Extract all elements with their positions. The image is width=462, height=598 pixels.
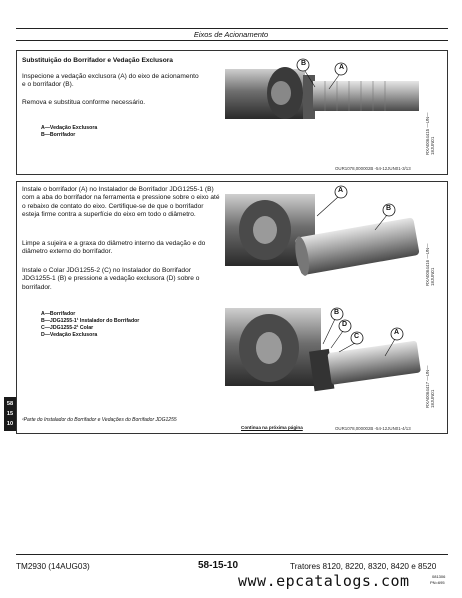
- section-install-sleeve: [16, 181, 448, 434]
- section-title: Substituição do Borrifador e Vedação Exclusora: [22, 57, 173, 64]
- paragraph: Inspecione a vedação exclusora (A) do eixo de acionamento e o borrifador (B).: [22, 73, 199, 89]
- legend-item: A—Vedação Exclusora: [41, 125, 98, 131]
- figure-drive-shaft-1: [225, 55, 425, 161]
- section-replace-sleeve: [16, 50, 448, 175]
- legend-item: B—Borrifador: [41, 132, 76, 138]
- legend-item: D—Vedação Exclusora: [41, 332, 98, 338]
- footnote: ¹Parte do Instalador do Borrifador e Vedações do Borrifador JDG1255: [22, 417, 177, 423]
- paragraph: Instale o borrifador (A) no Instalador de Borrifador JDG1255-1 (B) com a aba do borrifador na ferramenta e pressione sobre o eixo até o rebaixo de contato do eixo. Certifique-se de que o borrifador esteja firme contra a superfície do eixo em todo o diâmetro.: [22, 186, 220, 219]
- callout-label: A: [339, 64, 345, 71]
- figure-id: RXA0064416 —UN—18JUN01: [425, 243, 435, 286]
- continued-note: Continua na próxima página: [241, 425, 303, 430]
- header-rule-top: [16, 28, 448, 29]
- figure-drive-shaft-3: [225, 300, 425, 410]
- page-number: 58-15-10: [198, 560, 239, 571]
- reference-code: OUR1078,000002B -54-12JUN01-3/13: [335, 166, 411, 171]
- tab-line: 58: [6, 401, 14, 407]
- callout-label: A: [394, 329, 400, 336]
- watermark: www.epcatalogs.com: [238, 572, 410, 590]
- models-text: Tratores 8120, 8220, 8320, 8420 e 8520: [290, 562, 437, 571]
- page-header-title: Eixos de Acionamento: [193, 30, 269, 39]
- figure-id: RXA0064415 —UN—18JUN01: [425, 112, 435, 155]
- callout-label: B: [386, 205, 392, 212]
- callout-label: B: [334, 309, 340, 316]
- legend-item: B—JDG1255-1¹ Instalador do Borrifador: [41, 318, 140, 324]
- callout-label: A: [338, 187, 344, 194]
- header-rule-bottom: [16, 40, 448, 41]
- legend-item: A—Borrifador: [41, 311, 76, 317]
- figure-drive-shaft-2: [225, 184, 425, 298]
- paragraph: Instale o Colar JDG1255-2 (C) no Instalador do Borrifador JDG1255-1 (B) e pressione a vedação exclusora (D) sobre o borrifador.: [22, 267, 200, 291]
- tab-line: 10: [6, 421, 14, 427]
- callout-label: D: [342, 321, 348, 328]
- document-number: TM2930 (14AUG03): [16, 562, 90, 571]
- footer-small-code: PN=695: [430, 580, 445, 585]
- legend-item: C—JDG1255-2¹ Colar: [41, 325, 94, 331]
- figure-id: RXA0064417 —UN—18JUN01: [425, 365, 435, 408]
- footer-small-code: 081306: [432, 574, 446, 579]
- reference-code: OUR1078,000002B -54-12JUN01-4/13: [335, 426, 411, 431]
- paragraph: Limpe a sujeira e a graxa do diâmetro interno da vedação e do diâmetro externo do borrifador.: [22, 240, 206, 256]
- section-tab: [4, 397, 16, 431]
- paragraph: Remova e substitua conforme necessário.: [22, 99, 146, 106]
- callout-label: C: [354, 333, 360, 340]
- callout-label: B: [301, 60, 307, 67]
- footer-rule: [16, 554, 448, 555]
- tab-line: 15: [6, 411, 14, 417]
